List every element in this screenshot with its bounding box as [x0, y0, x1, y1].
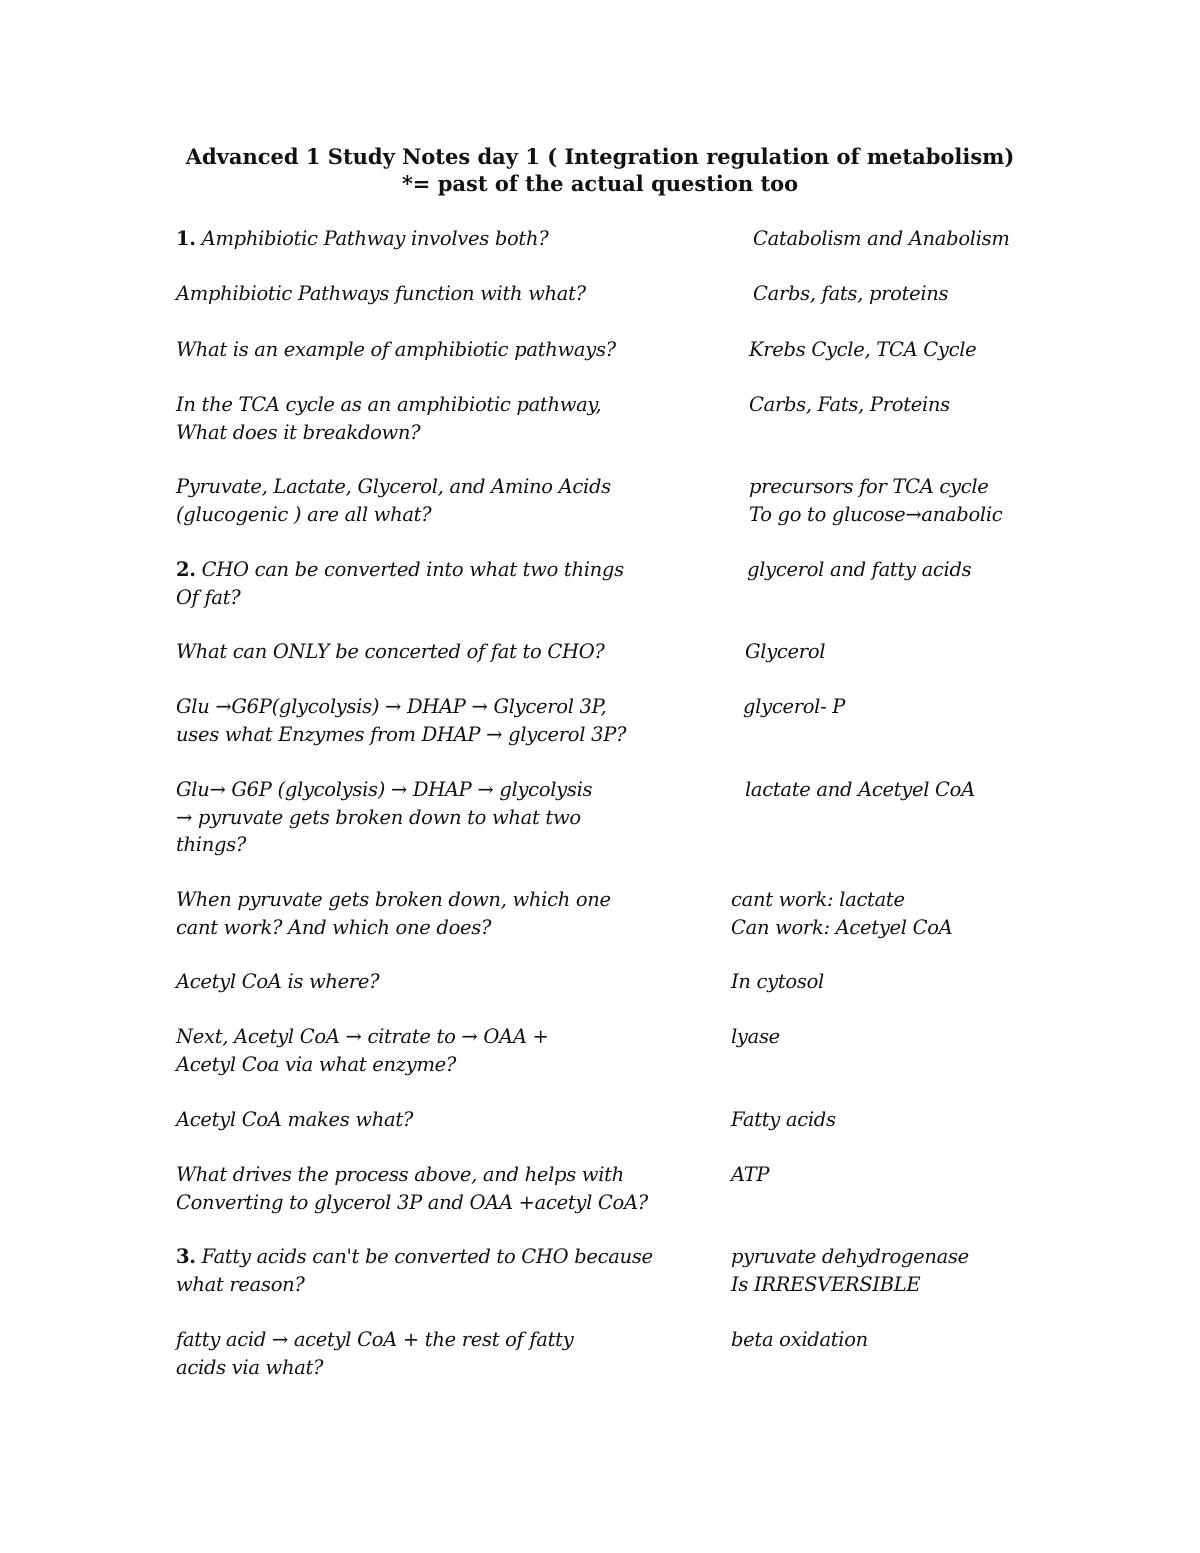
question	[176, 280, 586, 308]
question	[176, 1161, 648, 1216]
question-text: In the TCA cycle as an amphibiotic pathway,	[176, 393, 602, 416]
answer-line: Carbs, Fats, Proteins	[749, 393, 950, 416]
question	[176, 391, 601, 446]
question-text: What is an example of amphibiotic pathways?	[176, 338, 616, 361]
question	[176, 638, 605, 666]
question-number: 2.	[176, 558, 196, 581]
question-text: Converting to glycerol 3P and OAA +acetyl CoA?	[176, 1190, 648, 1214]
question-text: Acetyl CoA makes what?	[176, 1108, 414, 1131]
answer-line: Fatty acids	[731, 1108, 836, 1131]
answer-line: Krebs Cycle, TCA Cycle	[749, 338, 977, 361]
question-text: Of fat?	[176, 585, 241, 609]
answer-line: Glycerol	[745, 640, 826, 663]
question-line	[176, 1354, 573, 1382]
question-text: Acetyl CoA is where?	[176, 970, 380, 993]
answer-line: lyase	[731, 1025, 780, 1048]
question-text: Glu→ G6P (glycolysis) → DHAP → glycolysis	[176, 778, 593, 801]
answer	[731, 1161, 769, 1189]
answer-line: lactate and Acetyel CoA	[745, 778, 975, 801]
question-line	[176, 693, 626, 721]
question-text: acids via what?	[176, 1355, 324, 1379]
question	[176, 473, 611, 528]
question-text: fatty acid → acetyl CoA + the rest of fatty	[176, 1328, 574, 1351]
question	[176, 1243, 653, 1298]
question-line	[176, 225, 548, 253]
answer	[745, 776, 975, 804]
question-text: what reason?	[176, 1272, 305, 1296]
answer	[749, 473, 1002, 528]
question-line	[176, 1326, 573, 1354]
question-line	[176, 1271, 653, 1299]
question	[176, 1326, 573, 1381]
question-text: Amphibiotic Pathway involves both?	[195, 227, 549, 250]
answer-line: Can work: Acetyel CoA	[731, 915, 953, 939]
question	[176, 693, 626, 748]
answer	[731, 1243, 969, 1298]
question	[176, 968, 379, 996]
answer	[731, 886, 952, 941]
question	[176, 1023, 549, 1078]
question-text: What can ONLY be concerted of fat to CHO?	[176, 640, 605, 663]
answer-line: glycerol- P	[743, 695, 846, 718]
question-line	[176, 831, 592, 859]
question-text: Fatty acids can't be converted to CHO because	[195, 1245, 653, 1268]
answer-line: Carbs, fats, proteins	[753, 282, 949, 305]
question	[176, 776, 592, 859]
question-text: When pyruvate gets broken down, which one	[176, 888, 611, 911]
page-title: Advanced 1 Study Notes day 1 ( Integration regulation of metabolism)	[185, 144, 1015, 169]
question	[176, 886, 611, 941]
question	[176, 336, 616, 364]
question-text: things?	[176, 833, 247, 856]
question-line	[176, 1106, 413, 1134]
answer-line: glycerol and fatty acids	[747, 558, 972, 581]
question-line	[176, 280, 586, 308]
question-line	[176, 804, 592, 832]
question-text: Next, Acetyl CoA → citrate to → OAA +	[176, 1025, 549, 1048]
question-number: 3.	[176, 1245, 196, 1268]
answer	[731, 1106, 836, 1134]
question-line	[176, 638, 605, 666]
answer-line: In cytosol	[731, 970, 824, 993]
answer	[749, 391, 950, 419]
question-text: What does it breakdown?	[176, 420, 421, 444]
answer	[749, 336, 976, 364]
question	[176, 556, 624, 611]
question-line	[176, 1051, 549, 1079]
answer-line: precursors for TCA cycle	[749, 475, 989, 498]
question-line	[176, 336, 616, 364]
answer-line: To go to glucose→anabolic	[749, 502, 1003, 526]
answer	[743, 693, 845, 721]
question-line	[176, 584, 624, 612]
answer	[747, 556, 971, 584]
question-line	[176, 968, 379, 996]
answer-line: Catabolism and Anabolism	[753, 227, 1010, 250]
question-line	[176, 776, 592, 804]
question-line	[176, 473, 611, 501]
answer	[745, 638, 825, 666]
question	[176, 1106, 413, 1134]
question-line	[176, 1189, 648, 1217]
answer	[731, 1023, 780, 1051]
question-line	[176, 1243, 653, 1271]
question-line	[176, 721, 626, 749]
answer-line: Is IRRESVERSIBLE	[731, 1272, 921, 1296]
question-line	[176, 501, 611, 529]
answer	[753, 225, 1010, 253]
page-subtitle: *= past of the actual question too	[401, 171, 799, 196]
answer	[753, 280, 948, 308]
question-number: 1.	[176, 227, 196, 250]
question-text: cant work? And which one does?	[176, 915, 492, 939]
question-line	[176, 419, 601, 447]
question-line	[176, 886, 611, 914]
question-text: Glu →G6P(glycolysis) → DHAP → Glycerol 3P,	[176, 695, 607, 718]
question-line	[176, 556, 624, 584]
question-line	[176, 1161, 648, 1189]
question-text: uses what Enzymes from DHAP → glycerol 3P?	[176, 722, 627, 746]
question-text: Acetyl Coa via what enzyme?	[176, 1052, 457, 1076]
question-line	[176, 914, 611, 942]
question-text: (glucogenic ) are all what?	[176, 502, 432, 526]
question-line	[176, 1023, 549, 1051]
question-text: → pyruvate gets broken down to what two	[176, 805, 581, 829]
question-text: What drives the process above, and helps with	[176, 1163, 624, 1186]
answer-line: pyruvate dehydrogenase	[731, 1245, 969, 1268]
question-text: Pyruvate, Lactate, Glycerol, and Amino Acids	[176, 475, 611, 498]
answer-line: cant work: lactate	[731, 888, 905, 911]
answer	[731, 1326, 868, 1354]
question	[176, 225, 548, 253]
answer-line: beta oxidation	[731, 1328, 868, 1351]
answer-line: ATP	[731, 1163, 770, 1186]
question-text: Amphibiotic Pathways function with what?	[176, 282, 586, 305]
question-text: CHO can be converted into what two things	[195, 558, 624, 581]
answer	[731, 968, 824, 996]
question-line	[176, 391, 601, 419]
